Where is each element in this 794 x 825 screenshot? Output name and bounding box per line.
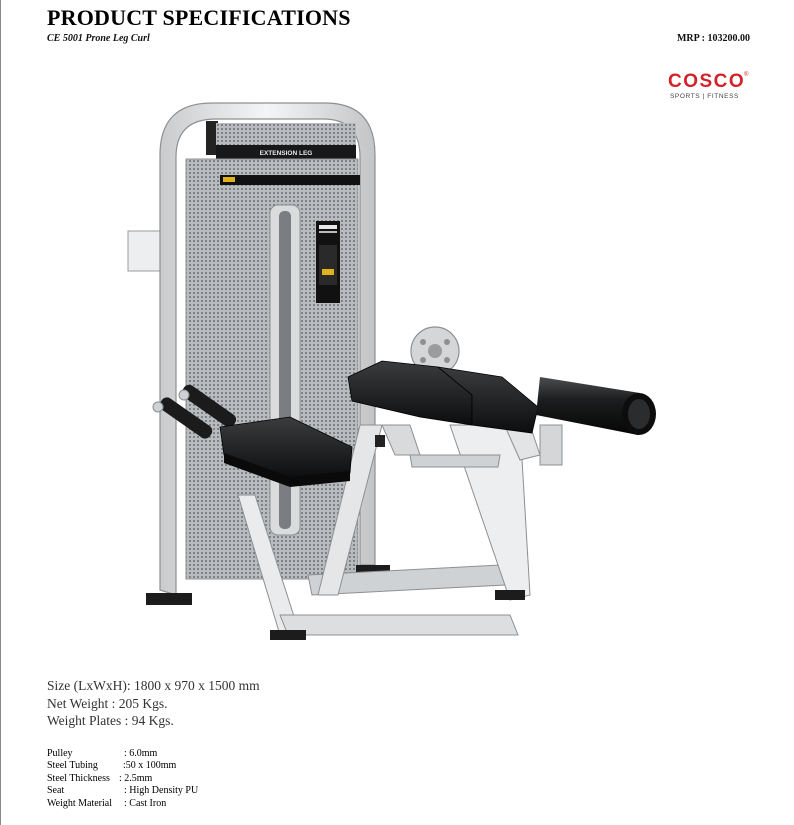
product-image: [120, 95, 680, 655]
page-edge-line: [0, 0, 1, 825]
spec-net-weight: Net Weight : 205 Kgs.: [47, 695, 168, 711]
detail-row-steel-tubing: [47, 760, 198, 772]
primary-specs: [47, 677, 260, 730]
detail-label: Pulley: [47, 748, 73, 759]
leg-roller: [536, 377, 656, 465]
detail-label: Steel Thickness: [47, 772, 110, 784]
detail-value: : Cast Iron: [124, 797, 167, 809]
product-model: CE 5001 Prone Leg Curl: [47, 33, 150, 44]
detail-row-seat: [47, 785, 198, 797]
spec-weight-plates: Weight Plates : 94 Kgs.: [47, 713, 174, 728]
detail-value: : 6.0mm: [124, 748, 158, 759]
detail-label: Weight Material: [47, 797, 113, 809]
rear-seat-pad: [348, 361, 538, 433]
detail-value: :50 x 100mm: [123, 760, 177, 772]
detail-value: : 2.5mm: [119, 772, 153, 784]
detail-row-steel-thickness: [47, 773, 198, 785]
spec-size: Size (LxWxH): 1800 x 970 x 1500 mm: [47, 678, 260, 693]
panel-label: EXTENSION LEG: [259, 150, 313, 157]
brand-tagline: SPORTS | FITNESS: [670, 93, 739, 100]
page-title: PRODUCT SPECIFICATIONS: [47, 5, 351, 30]
detail-row-weight-material: [47, 798, 198, 810]
brand-registered-mark: ®: [744, 72, 749, 78]
detail-row-pulley: [47, 748, 198, 760]
detail-label: Steel Tubing: [47, 760, 98, 772]
detail-specs-list: [47, 748, 198, 810]
product-mrp: MRP : 103200.00: [676, 33, 750, 44]
detail-label: Seat: [47, 785, 65, 797]
detail-value: : High Density PU: [124, 785, 199, 797]
brand-logo: [668, 72, 752, 106]
brand-name: COSCO: [668, 71, 746, 92]
